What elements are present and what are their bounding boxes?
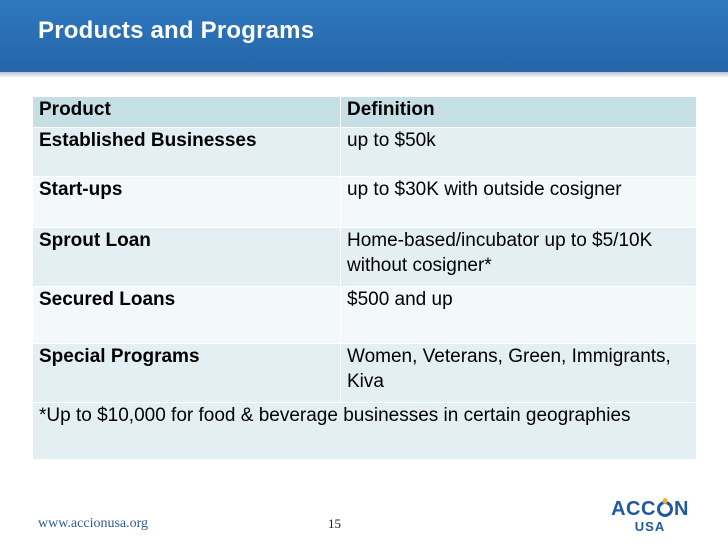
header-product: Product [33,97,341,128]
product-cell: Established Businesses [33,128,341,177]
table-row [33,177,697,228]
footer-url: www.accionusa.org [38,516,149,531]
logo-o-icon [657,501,673,517]
logo-wordmark [608,498,692,520]
footnote-text: *Up to $10,000 for food & beverage businesses in certain geographies [33,403,697,460]
slide-title: Products and Programs [38,17,315,44]
table-header-row [33,97,697,128]
logo-prefix: ACC [611,498,656,520]
definition-cell: Home-based/incubator up to $5/10K without cosigner* [341,228,697,287]
product-cell: Secured Loans [33,287,341,344]
table-row [33,128,697,177]
definition-cell: up to $30K with outside cosigner [341,177,697,228]
definition-cell: $500 and up [341,287,697,344]
title-shadow [0,72,728,78]
products-table [32,96,697,460]
product-cell: Sprout Loan [33,228,341,287]
logo-suffix: N [673,498,689,520]
page-number: 15 [328,516,341,531]
header-definition: Definition [341,97,697,128]
logo-sub: USA [634,519,666,534]
product-cell: Special Programs [33,344,341,403]
table-row [33,287,697,344]
product-cell: Start-ups [33,177,341,228]
definition-cell: up to $50k [341,128,697,177]
definition-cell: Women, Veterans, Green, Immigrants, Kiva [341,344,697,403]
footnote-row [33,403,697,460]
table-row [33,228,697,287]
table-row [33,344,697,403]
accion-logo [608,498,692,544]
title-bar [0,0,728,72]
